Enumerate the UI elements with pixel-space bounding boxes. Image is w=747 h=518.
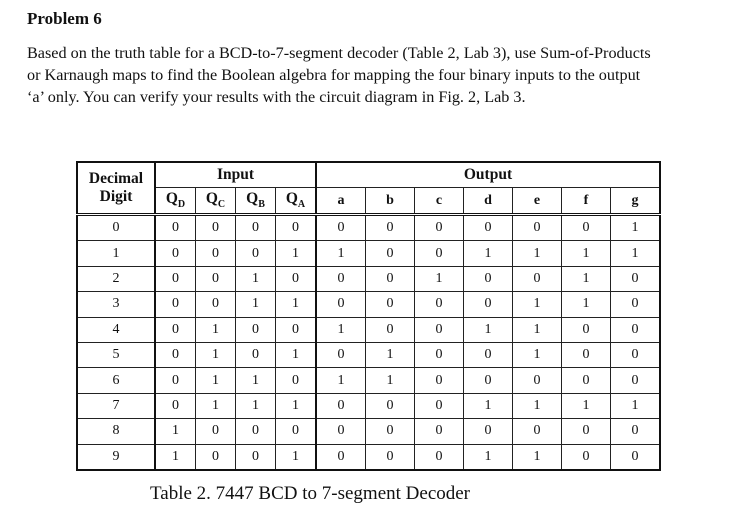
output-col-header: f — [562, 188, 611, 215]
input-cell: 1 — [276, 444, 317, 470]
output-cell: 0 — [464, 368, 513, 393]
output-cell: 1 — [611, 241, 661, 266]
output-cell: 1 — [464, 317, 513, 342]
truth-table — [76, 161, 661, 471]
output-cell: 0 — [611, 266, 661, 291]
output-cell: 0 — [366, 266, 415, 291]
output-cell: 0 — [316, 266, 366, 291]
output-cell: 1 — [513, 444, 562, 470]
output-cell: 0 — [316, 419, 366, 444]
table-row — [77, 241, 660, 266]
output-cell: 0 — [366, 444, 415, 470]
input-col-base: Q — [165, 190, 178, 208]
input-cell: 1 — [276, 393, 317, 418]
output-cell: 1 — [316, 317, 366, 342]
output-cell: 0 — [464, 419, 513, 444]
input-cell: 0 — [196, 215, 236, 241]
output-cell: 0 — [366, 317, 415, 342]
output-col-header: e — [513, 188, 562, 215]
table-row — [77, 419, 660, 444]
input-cell: 0 — [236, 317, 276, 342]
digit-cell: 7 — [77, 393, 155, 418]
output-cell: 0 — [611, 317, 661, 342]
input-cell: 0 — [236, 444, 276, 470]
input-cell: 0 — [196, 241, 236, 266]
output-cell: 1 — [513, 393, 562, 418]
output-cell: 1 — [316, 241, 366, 266]
input-cell: 0 — [155, 393, 196, 418]
input-group-header: Input — [155, 162, 316, 188]
output-cell: 0 — [415, 342, 464, 367]
input-col-base: Q — [246, 190, 259, 208]
input-cell: 0 — [196, 292, 236, 317]
input-cell: 1 — [236, 368, 276, 393]
output-col-header: c — [415, 188, 464, 215]
decimal-header-line2: Digit — [99, 188, 133, 205]
digit-cell: 9 — [77, 444, 155, 470]
output-cell: 1 — [562, 266, 611, 291]
input-cell: 0 — [155, 292, 196, 317]
input-col-header — [196, 188, 236, 215]
output-cell: 0 — [366, 241, 415, 266]
paragraph-line: Based on the truth table for a BCD-to-7-segment decoder (Table 2, Lab 3), use Sum-of-Products — [27, 44, 651, 62]
table-row — [77, 342, 660, 367]
output-cell: 0 — [562, 215, 611, 241]
problem-heading: Problem 6 — [27, 9, 102, 28]
input-col-header — [155, 188, 196, 215]
output-col-header: g — [611, 188, 661, 215]
output-group-header: Output — [316, 162, 660, 188]
output-cell: 0 — [611, 368, 661, 393]
output-cell: 1 — [513, 292, 562, 317]
output-cell: 0 — [316, 215, 366, 241]
output-cell: 0 — [562, 342, 611, 367]
digit-cell: 8 — [77, 419, 155, 444]
output-cell: 0 — [513, 368, 562, 393]
output-cell: 0 — [562, 368, 611, 393]
output-cell: 1 — [513, 241, 562, 266]
digit-cell: 6 — [77, 368, 155, 393]
output-cell: 1 — [611, 393, 661, 418]
table-row — [77, 444, 660, 470]
digit-cell: 0 — [77, 215, 155, 241]
input-cell: 0 — [155, 215, 196, 241]
digit-cell: 3 — [77, 292, 155, 317]
output-col-header: b — [366, 188, 415, 215]
input-col-base: Q — [285, 190, 298, 208]
table-row — [77, 266, 660, 291]
output-col-header: d — [464, 188, 513, 215]
input-cell: 0 — [155, 266, 196, 291]
output-cell: 0 — [316, 292, 366, 317]
input-cell: 0 — [196, 266, 236, 291]
output-cell: 0 — [464, 292, 513, 317]
input-cell: 1 — [236, 393, 276, 418]
output-cell: 0 — [464, 215, 513, 241]
output-cell: 0 — [415, 292, 464, 317]
input-cell: 1 — [276, 292, 317, 317]
output-cell: 0 — [513, 266, 562, 291]
input-cell: 1 — [196, 317, 236, 342]
output-cell: 0 — [415, 419, 464, 444]
input-cell: 0 — [236, 215, 276, 241]
input-cell: 0 — [276, 266, 317, 291]
output-cell: 1 — [562, 292, 611, 317]
problem-paragraph — [27, 42, 727, 108]
output-cell: 0 — [611, 342, 661, 367]
input-col-sub: C — [217, 199, 226, 211]
output-cell: 1 — [316, 368, 366, 393]
input-cell: 0 — [236, 419, 276, 444]
input-cell: 0 — [236, 342, 276, 367]
output-cell: 1 — [611, 215, 661, 241]
input-cell: 0 — [236, 241, 276, 266]
input-cell: 0 — [276, 419, 317, 444]
input-cell: 0 — [155, 342, 196, 367]
output-cell: 0 — [415, 317, 464, 342]
input-cell: 1 — [196, 368, 236, 393]
input-col-header — [236, 188, 276, 215]
output-cell: 0 — [415, 393, 464, 418]
output-cell: 0 — [366, 393, 415, 418]
output-cell: 0 — [513, 215, 562, 241]
input-cell: 0 — [155, 368, 196, 393]
output-cell: 0 — [611, 419, 661, 444]
output-cell: 0 — [562, 317, 611, 342]
digit-cell: 4 — [77, 317, 155, 342]
input-col-sub: B — [258, 199, 265, 211]
table-row — [77, 368, 660, 393]
output-cell: 0 — [415, 241, 464, 266]
decimal-digit-header — [77, 162, 155, 215]
input-col-sub: A — [297, 199, 306, 211]
input-cell: 0 — [155, 317, 196, 342]
output-cell: 0 — [316, 444, 366, 470]
output-cell: 0 — [464, 342, 513, 367]
output-cell: 0 — [366, 292, 415, 317]
input-cell: 1 — [236, 292, 276, 317]
digit-cell: 5 — [77, 342, 155, 367]
table-row — [77, 393, 660, 418]
output-cell: 0 — [513, 419, 562, 444]
input-cell: 1 — [155, 444, 196, 470]
table-row — [77, 317, 660, 342]
output-cell: 0 — [464, 266, 513, 291]
output-cell: 0 — [316, 393, 366, 418]
paragraph-line: ‘a’ only. You can verify your results with the circuit diagram in Fig. 2, Lab 3. — [27, 88, 526, 106]
input-cell: 1 — [236, 266, 276, 291]
digit-cell: 2 — [77, 266, 155, 291]
output-cell: 1 — [513, 317, 562, 342]
input-cell: 1 — [155, 419, 196, 444]
paragraph-line: or Karnaugh maps to find the Boolean algebra for mapping the four binary inputs to the output — [27, 66, 641, 84]
output-col-header: a — [316, 188, 366, 215]
output-cell: 0 — [366, 215, 415, 241]
input-cell: 0 — [276, 368, 317, 393]
input-cell: 1 — [196, 393, 236, 418]
output-cell: 0 — [415, 215, 464, 241]
decimal-header-line1: Decimal — [88, 170, 144, 187]
output-cell: 1 — [513, 342, 562, 367]
output-cell: 1 — [464, 241, 513, 266]
table-caption: Table 2. 7447 BCD to 7-segment Decoder — [150, 483, 471, 504]
input-col-sub: D — [177, 199, 186, 211]
table-row — [77, 215, 660, 241]
output-cell: 1 — [464, 444, 513, 470]
output-cell: 0 — [415, 368, 464, 393]
input-col-base: Q — [205, 190, 218, 208]
column-header-row — [77, 188, 660, 215]
output-cell: 1 — [415, 266, 464, 291]
input-cell: 0 — [155, 241, 196, 266]
digit-cell: 1 — [77, 241, 155, 266]
output-cell: 1 — [562, 241, 611, 266]
output-cell: 0 — [611, 292, 661, 317]
output-cell: 0 — [562, 419, 611, 444]
input-cell: 1 — [276, 241, 317, 266]
output-cell: 0 — [366, 419, 415, 444]
output-cell: 1 — [366, 368, 415, 393]
input-cell: 0 — [196, 419, 236, 444]
output-cell: 1 — [562, 393, 611, 418]
input-cell: 0 — [276, 215, 317, 241]
output-cell: 0 — [611, 444, 661, 470]
table-row — [77, 292, 660, 317]
input-cell: 1 — [196, 342, 236, 367]
table-body — [77, 215, 660, 470]
output-cell: 1 — [464, 393, 513, 418]
input-cell: 0 — [196, 444, 236, 470]
output-cell: 1 — [366, 342, 415, 367]
output-cell: 0 — [316, 342, 366, 367]
input-col-header — [276, 188, 317, 215]
output-cell: 0 — [562, 444, 611, 470]
input-cell: 0 — [276, 317, 317, 342]
input-cell: 1 — [276, 342, 317, 367]
output-cell: 0 — [415, 444, 464, 470]
